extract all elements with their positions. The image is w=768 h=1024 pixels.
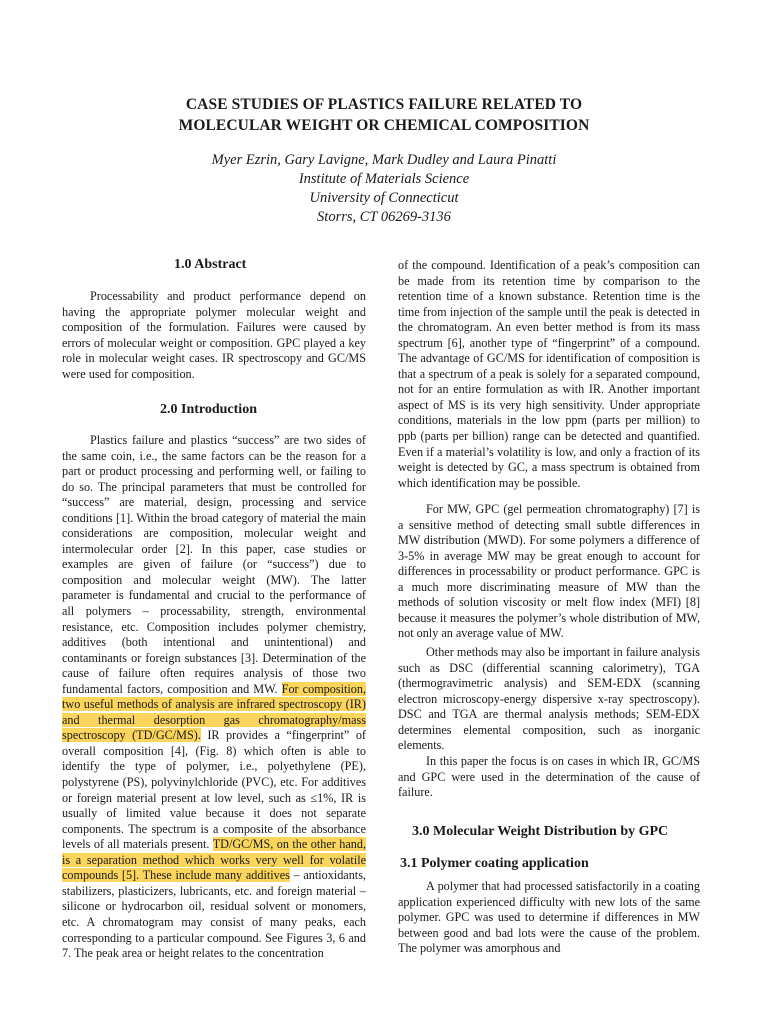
intro-text-a: Plastics failure and plastics “success” are two sides of the same coin, i.e., the same factors can be the reason for a part or product processing and performing well, or failing to do so. The principal parameters that must be controlled for “success” are material, design, processing and service conditions [1]. Within the broad category of material the main considerations are composition, molecular weight and intermolecular order [2]. In this paper, case studies or examples are given of failure (or “success”) due to composition and molecular weight (MW). The latter parameter is fundamental and crucial to the performance of all polymers – processability, strength, environmental resistance, etc. Composition includes polymer chemistry, additives (both intentional and unintentional) and contaminants or foreign substances [3]. Determination of the cause of failure often requires analysis of those two fundamental factors, composition and MW. bbox=[62, 433, 366, 696]
abstract-heading: 1.0 Abstract bbox=[174, 257, 247, 272]
title-line-1: CASE STUDIES OF PLASTICS FAILURE RELATED TO bbox=[185, 96, 583, 113]
highlight-composition-methods: For composition, two useful methods of analysis are infrared spectroscopy (IR) and thermal desorption gas chromatography/mass spectroscopy (TD/GC/MS). bbox=[62, 681, 366, 743]
author-institute: Institute of Materials Science bbox=[298, 171, 470, 187]
highlight-td-gc-ms: TD/GC/MS, on the other hand, is a separation method which works very well for volatile compounds [5]. These include many additives bbox=[62, 837, 366, 883]
intro-text-b: IR provides a “fingerprint” of overall composition [4], (Fig. 8) which often is able to identify the type of polymer, i.e., polyethylene (PE), polystyrene (PS), polyvinylchloride (PVC), etc. For additives or foreign material present at low level, such as ≤1%, IR is usually of limited value because it does not separate components. The spectrum is a composite of the absorbance levels of all materials present. bbox=[62, 728, 366, 852]
introduction-heading: 2.0 Introduction bbox=[160, 402, 257, 417]
paragraph-gcms-identification: of the compound. Identification of a peak’s composition can be made from its retention time by comparison to the retention time of a known substance. Retention time is the time from injection of the sample until the peak is detected in the chromatogram. An even better method is from its mass spectrum [6], another type of “fingerprint” of a compound. The advantage of GC/MS for identification of composition is that a spectrum of a peak is solely for a separated compound, not for an entire formulation as with IR. Another important aspect of MS is its very high sensitivity. Under appropriate conditions, materials in the low ppm (parts per million) to ppb (parts per billion) range can be detected and quantified. Even if a material’s volatility is low, and only a fraction of its weight is detected by GC, a mass spectrum is obtained from which identification may be possible. bbox=[398, 258, 700, 490]
section31-heading: 3.1 Polymer coating application bbox=[400, 856, 589, 871]
paragraph-polymer-coating: A polymer that had processed satisfactorily in a coating application experienced difficulty with new lots of the same polymer. GPC was used to determine if differences in MW between good and bad lots were the cause of the problem. The polymer was amorphous and bbox=[398, 879, 700, 956]
paragraph-other-methods: Other methods may also be important in failure analysis such as DSC (differential scanning calorimetry), TGA (thermogravimetric analysis) and SEM-EDX (scanning electron microscopy-energy dispersive x-ray spectroscopy). DSC and TGA are thermal analysis methods; SEM-EDX determines elemental composition, such as inorganic elements. bbox=[398, 645, 700, 753]
introduction-paragraph bbox=[62, 433, 366, 962]
section3-heading: 3.0 Molecular Weight Distribution by GPC bbox=[412, 824, 669, 839]
paper-title bbox=[0, 94, 768, 136]
author-location: Storrs, CT 06269-3136 bbox=[317, 209, 451, 225]
author-names: Myer Ezrin, Gary Lavigne, Mark Dudley and Laura Pinatti bbox=[211, 152, 557, 168]
title-line-2: MOLECULAR WEIGHT OR CHEMICAL COMPOSITION bbox=[178, 117, 590, 134]
paragraph-gpc: For MW, GPC (gel permeation chromatography) [7] is a sensitive method of detecting small subtle differences in MW distribution (MWD). For some polymers a difference of 3-5% in average MW may be great enough to account for differences in processability or product performance. GPC is a much more discriminating measure of MW than the methods of solution viscosity or melt flow index (MFI) [8] because it measures the polymer’s whole distribution of MW, not only an average value of MW. bbox=[398, 502, 700, 641]
intro-text-c: – antioxidants, stabilizers, plasticizers, lubricants, etc. and foreign material – silicone or hydrocarbon oil, residual solvent or monomers, etc. A chromatogram may consist of many peaks, each corresponding to a particular compound. See Figures 3, 6 and 7. The peak area or height relates to the concentration bbox=[62, 868, 366, 961]
author-university: University of Connecticut bbox=[309, 190, 459, 206]
abstract-paragraph: Processability and product performance depend on having the appropriate polymer molecular weight and composition of the formulation. Failures were caused by errors of molecular weight or composition. GPC played a key role in molecular weight cases. IR spectroscopy and GC/MS were used for composition. bbox=[62, 289, 366, 381]
paragraph-focus: In this paper the focus is on cases in which IR, GC/MS and GPC were used in the determination of the cause of failure. bbox=[398, 754, 700, 800]
author-block bbox=[0, 151, 768, 227]
